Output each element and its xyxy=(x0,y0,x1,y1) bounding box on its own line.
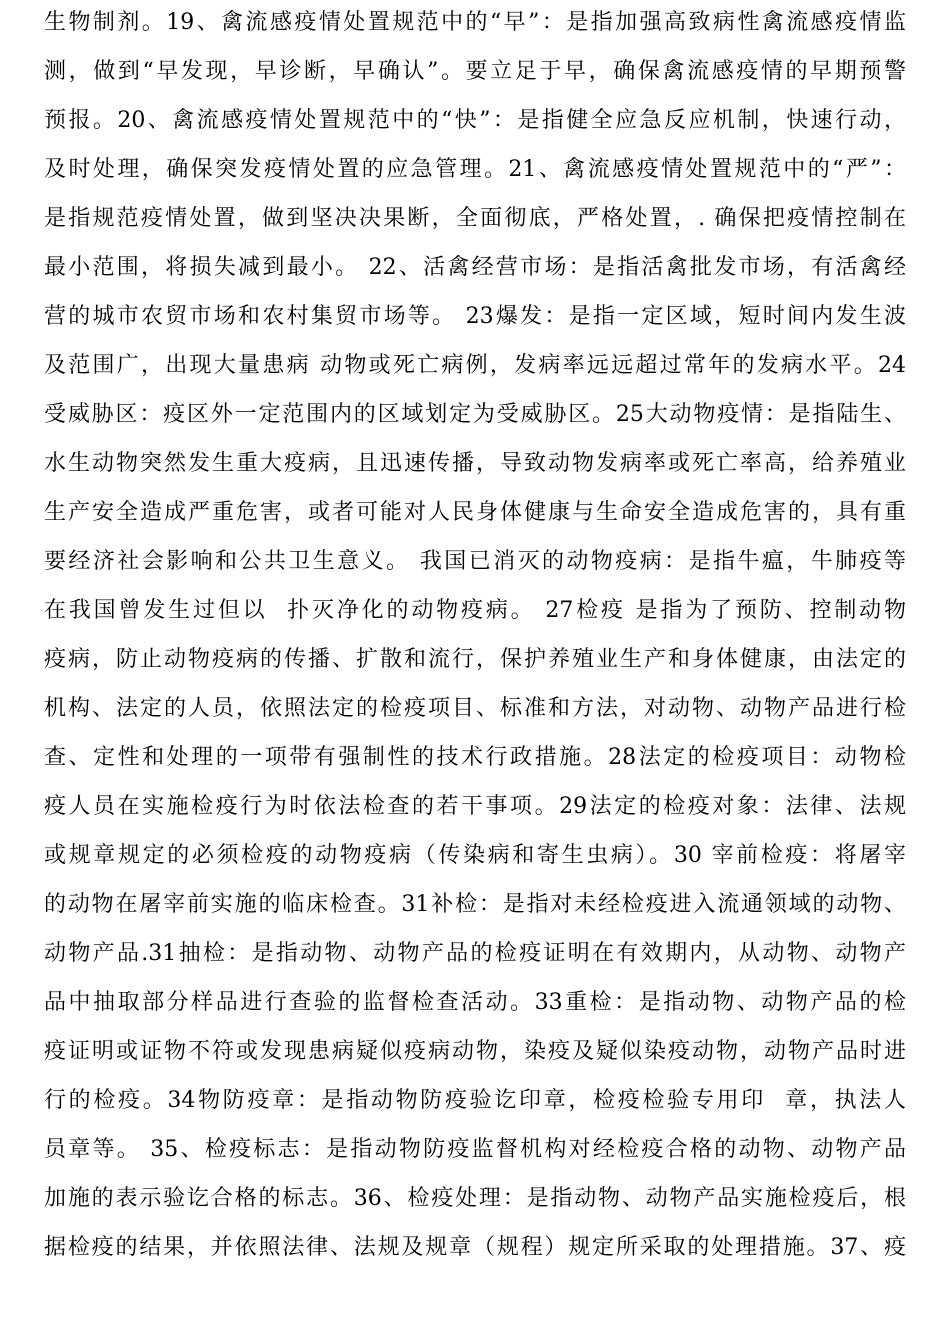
text-line: 要经济社会影响和公共卫生意义。 我国已消灭的动物疫病：是指牛瘟，牛肺疫等 xyxy=(44,549,906,574)
text-line: 加施的表示验讫合格的标志。36、检疫处理：是指动物、动物产品实施检疫后，根 xyxy=(44,1186,906,1211)
text-line: 疫证明或证物不符或发现患病疑似疫病动物，染疫及疑似染疫动物，动物产品时进 xyxy=(44,1039,906,1064)
text-line: 受威胁区：疫区外一定范围内的区域划定为受威胁区。25大动物疫情：是指陆生、 xyxy=(44,402,906,427)
text-line: 营的城市农贸市场和农村集贸市场等。 23爆发：是指一定区域，短时间内发生波 xyxy=(44,304,906,329)
text-line: 的动物在屠宰前实施的临床检查。31补检：是指对未经检疫进入流通领域的动物、 xyxy=(44,892,906,917)
text-line: 测，做到“早发现，早诊断，早确认”。要立足于早，确保禽流感疫情的早期预警 xyxy=(44,59,906,84)
text-line: 最小范围，将损失减到最小。 22、活禽经营市场：是指活禽批发市场，有活禽经 xyxy=(44,255,906,280)
text-line: 及范围广，出现大量患病 动物或死亡病例，发病率远远超过常年的发病水平。24 xyxy=(44,353,906,378)
text-line: 品中抽取部分样品进行查验的监督检查活动。33重检：是指动物、动物产品的检 xyxy=(44,990,906,1015)
text-line: 生物制剂。19、禽流感疫情处置规范中的“早”：是指加强高致病性禽流感疫情监 xyxy=(44,10,906,35)
text-line: 查、定性和处理的一项带有强制性的技术行政措施。28法定的检疫项目：动物检 xyxy=(44,745,906,770)
text-line: 水生动物突然发生重大疫病，且迅速传播，导致动物发病率或死亡率高，给养殖业 xyxy=(44,451,906,476)
text-line: 及时处理，确保突发疫情处置的应急管理。21、禽流感疫情处置规范中的“严”： xyxy=(44,157,906,182)
text-line: 动物产品.31抽检：是指动物、动物产品的检疫证明在有效期内，从动物、动物产 xyxy=(44,941,906,966)
text-line: 疫病，防止动物疫病的传播、扩散和流行，保护养殖业生产和身体健康，由法定的 xyxy=(44,647,906,672)
text-line: 员章等。 35、检疫标志：是指动物防疫监督机构对经检疫合格的动物、动物产品 xyxy=(44,1137,906,1162)
text-line: 生产安全造成严重危害，或者可能对人民身体健康与生命安全造成危害的，具有重 xyxy=(44,500,906,525)
text-line: 疫人员在实施检疫行为时依法检查的若干事项。29法定的检疫对象：法律、法规 xyxy=(44,794,906,819)
text-line: 据检疫的结果，并依照法律、法规及规章（规程）规定所采取的处理措施。37、疫 xyxy=(44,1235,906,1260)
text-line: 行的检疫。34物防疫章：是指动物防疫验讫印章，检疫检验专用印 章，执法人 xyxy=(44,1088,906,1113)
text-line: 或规章规定的必须检疫的动物疫病（传染病和寄生虫病）。30 宰前检疫：将屠宰 xyxy=(44,843,906,868)
text-line: 机构、法定的人员，依照法定的检疫项目、标准和方法，对动物、动物产品进行检 xyxy=(44,696,906,721)
text-line: 在我国曾发生过但以 扑灭净化的动物疫病。 27检疫 是指为了预防、控制动物 xyxy=(44,598,906,623)
text-line: 是指规范疫情处置，做到坚决决果断，全面彻底，严格处置，. 确保把疫情控制在 xyxy=(44,206,906,231)
text-line: 预报。20、禽流感疫情处置规范中的“快”：是指健全应急反应机制，快速行动， xyxy=(44,108,906,133)
